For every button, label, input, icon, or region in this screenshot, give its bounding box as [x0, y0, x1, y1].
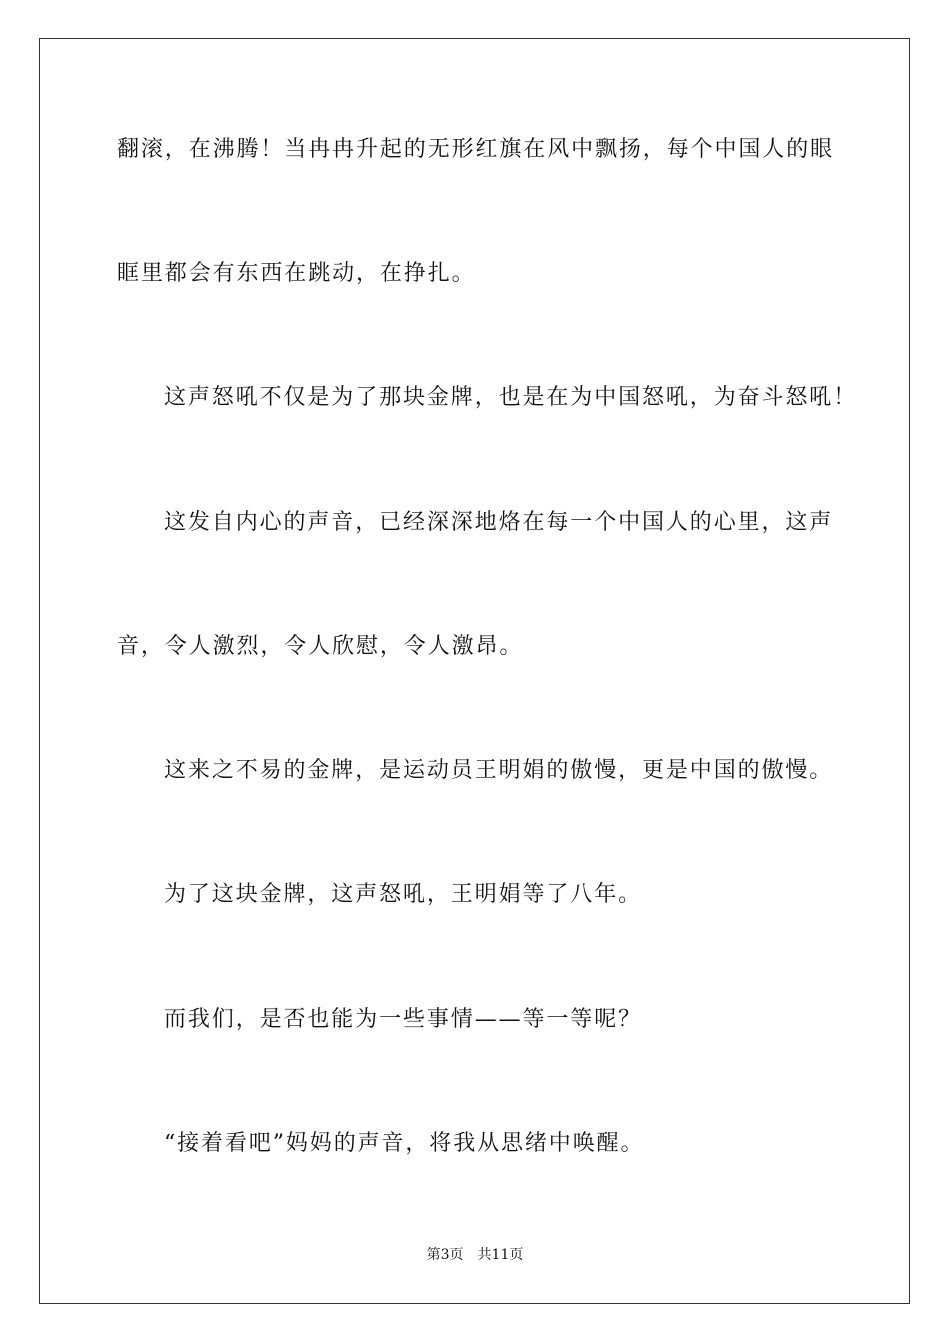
paragraph-line: 为了这块金牌，这声怒吼，王明娟等了八年。	[164, 882, 643, 907]
paragraph-line: 而我们，是否也能为一些事情——等一等呢？	[164, 1007, 643, 1032]
paragraph-line: 这发自内心的声音，已经深深地烙在每一个中国人的心里，这声	[164, 510, 834, 535]
page-total: 共11页	[477, 1247, 524, 1263]
paragraph-line: 这声怒吼不仅是为了那块金牌，也是在为中国怒吼，为奋斗怒吼！	[164, 385, 858, 410]
page-border	[39, 38, 910, 1304]
page-number: 第3页	[426, 1247, 464, 1263]
paragraph-line: 眶里都会有东西在跳动，在挣扎。	[117, 261, 476, 286]
paragraph-line: 这来之不易的金牌，是运动员王明娟的傲慢，更是中国的傲慢。	[164, 758, 834, 783]
paragraph-line: 音，令人激烈，令人欣慰，令人激昂。	[117, 634, 524, 659]
page-footer	[0, 1246, 950, 1264]
paragraph-line: “接着看吧”妈妈的声音，将我从思绪中唤醒。	[164, 1131, 645, 1156]
paragraph-line: 翻滚，在沸腾！当冉冉升起的无形红旗在风中飘扬，每个中国人的眼	[117, 137, 835, 162]
